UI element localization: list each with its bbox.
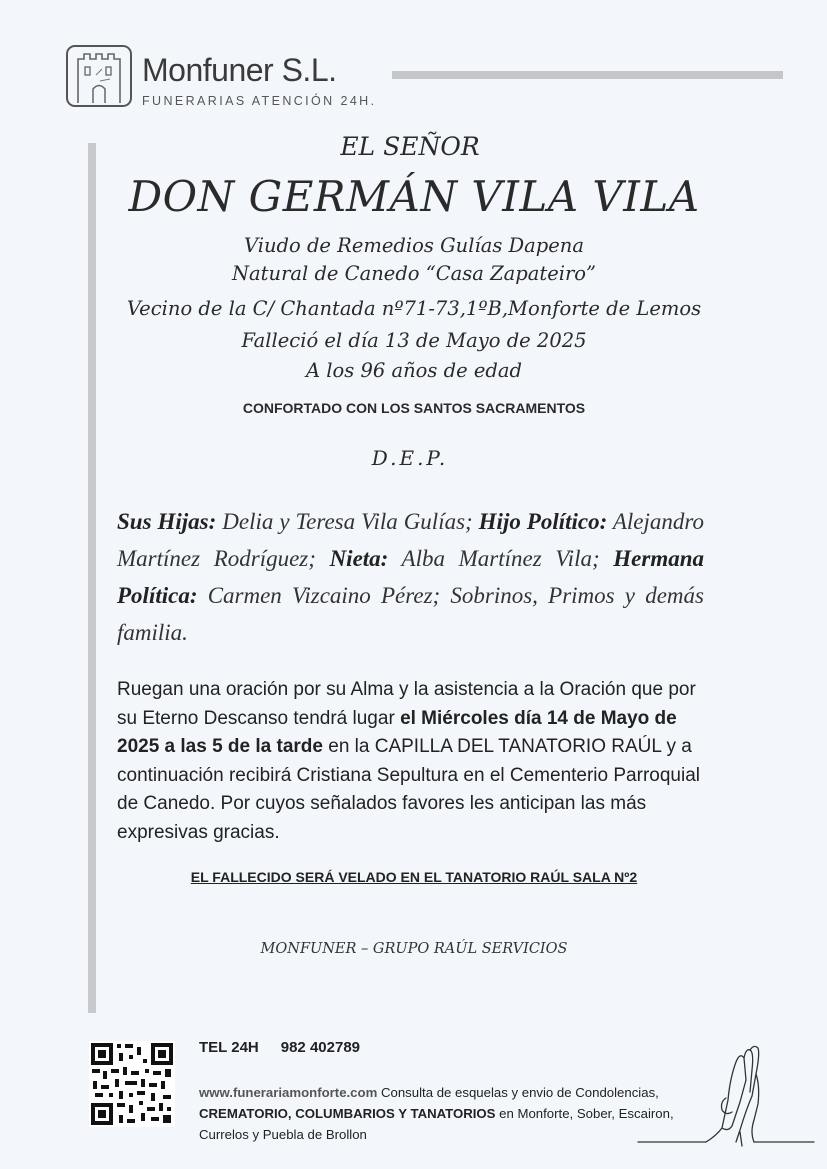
- footer-services: CREMATORIO, COLUMBARIOS Y TANATORIOS: [199, 1106, 496, 1121]
- praying-hands-icon: [636, 1040, 816, 1150]
- ceremony-datetime: el Miércoles día 14 de Mayo de 2025 a las 5 de la tarde: [117, 707, 677, 757]
- wake-notice: EL FALLECIDO SERÁ VELADO EN EL TANATORIO RAÚL SALA Nº2: [190, 869, 638, 885]
- notice-detail: Natural de Canedo “Casa Zapateiro”: [231, 262, 597, 285]
- website-link[interactable]: www.funerariamonforte.com: [199, 1085, 378, 1100]
- castle-tower-logo-icon: [66, 45, 132, 107]
- ceremony-text: Ruegan una oración por su Alma y la asistencia a la Oración que por su Eterno Descanso tendrá lugar: [117, 679, 696, 729]
- family-text: Carmen Vizcaino Pérez; Sobrinos, Primos y demás familia.: [117, 583, 704, 645]
- footer-text: en Monforte, Sober, Escairon, Currelos y Puebla de Brollon: [199, 1106, 674, 1142]
- deceased-name: DON GERMÁN VILA VILA: [128, 172, 700, 221]
- notice-detail: Vecino de la C/ Chantada nº71-73,1ºB,Monforte de Lemos: [126, 297, 702, 320]
- phone-label: TEL 24H: [199, 1039, 259, 1056]
- family-text: Alba Martínez Vila;: [388, 546, 614, 571]
- notice-detail: Viudo de Remedios Gulías Dapena: [243, 234, 584, 257]
- family-label: Hermana Política:: [117, 546, 705, 608]
- notice-detail: A los 96 años de edad: [306, 359, 522, 382]
- brand-name: Monfuner S.L.: [142, 52, 337, 88]
- ceremony-text: en la CAPILLA DEL TANATORIO RAÚL y a continuación recibirá Cristiana Sepultura en el Cementerio Parroquial de Canedo. Por cuyos señalados favores les anticipan las más expresivas gracias.: [117, 736, 700, 843]
- header-divider: [392, 71, 783, 79]
- dep-abbreviation: D.E.P.: [371, 446, 449, 470]
- family-paragraph: [117, 503, 704, 651]
- notice-title: EL SEÑOR: [340, 132, 480, 161]
- family-text: Alejandro Martínez Rodríguez;: [117, 509, 704, 571]
- phone-line: [199, 1039, 360, 1056]
- family-label: Hijo Político:: [478, 509, 608, 534]
- family-label: Sus Hijas:: [117, 509, 217, 534]
- footer-info: [199, 1082, 679, 1145]
- phone-number[interactable]: 982 402789: [280, 1039, 360, 1056]
- qr-code-icon: [89, 1041, 175, 1127]
- family-label: Nieta:: [329, 546, 389, 571]
- brand-tagline: FUNERARIAS ATENCIÓN 24H.: [142, 94, 377, 108]
- footer-text: Consulta de esquelas y envio de Condolencias,: [377, 1085, 659, 1100]
- family-text: Delia y Teresa Vila Gulías;: [216, 509, 479, 534]
- ceremony-paragraph: [117, 676, 707, 847]
- sacraments-line: CONFORTADO CON LOS SANTOS SACRAMENTOS: [242, 400, 586, 416]
- notice-detail: Falleció el día 13 de Mayo de 2025: [241, 329, 587, 352]
- side-divider: [88, 143, 96, 1013]
- group-signature: MONFUNER – GRUPO RAÚL SERVICIOS: [260, 941, 568, 957]
